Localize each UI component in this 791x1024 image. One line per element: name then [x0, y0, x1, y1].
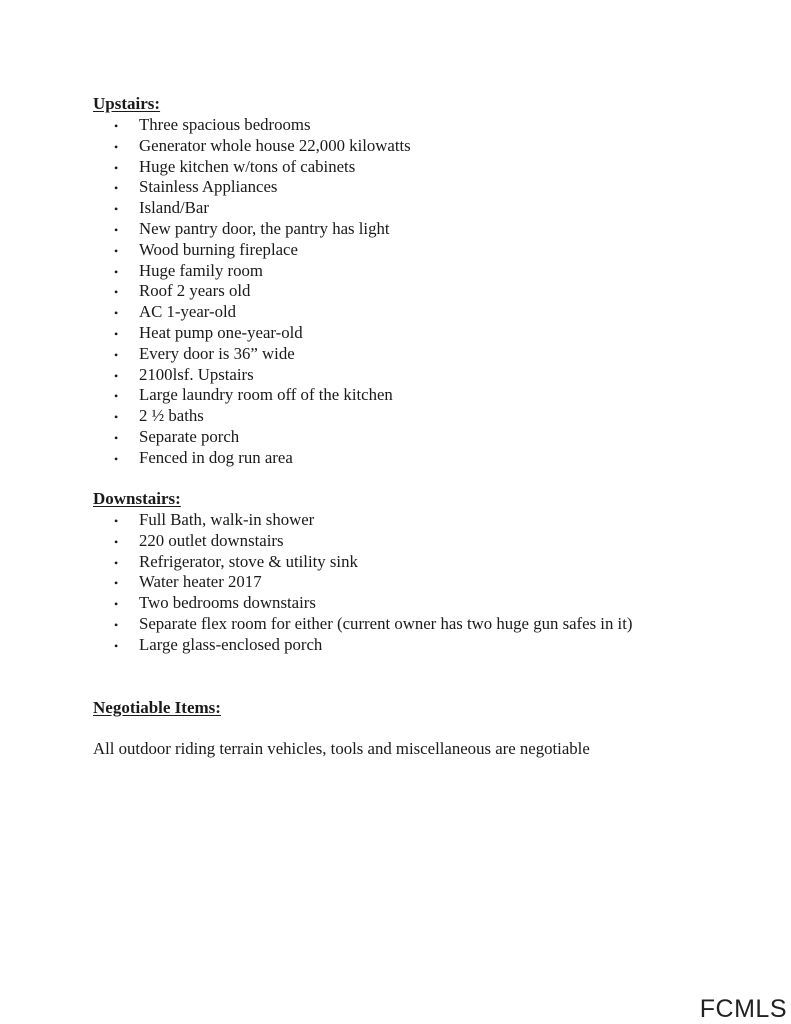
negotiable-items-heading: Negotiable Items:	[93, 698, 221, 717]
downstairs-heading: Downstairs:	[93, 489, 181, 508]
bullet-icon: •	[114, 243, 119, 258]
list-item	[0, 157, 411, 178]
list-item	[0, 136, 411, 157]
upstairs-heading: Upstairs:	[93, 94, 161, 113]
list-item-text: Full Bath, walk-in shower	[139, 510, 315, 529]
list-item	[0, 365, 411, 386]
list-item	[0, 344, 411, 365]
list-item-text: Separate flex room for either (current owner has two huge gun safes in it)	[139, 613, 633, 633]
list-item	[0, 406, 411, 427]
list-item-text: Huge family room	[139, 260, 263, 280]
list-item	[0, 593, 632, 614]
list-item	[0, 510, 632, 531]
list-item	[0, 448, 411, 469]
bullet-icon: •	[114, 514, 119, 528]
downstairs-feature-list	[0, 510, 632, 656]
bullet-icon: •	[114, 534, 119, 549]
upstairs-feature-list	[0, 115, 411, 469]
list-item	[0, 281, 411, 302]
fcmls-watermark: FCMLS	[699, 995, 787, 1023]
bullet-icon: •	[114, 264, 119, 279]
bullet-icon: •	[114, 597, 119, 612]
list-item	[0, 552, 632, 573]
list-item-text: AC 1-year-old	[139, 302, 237, 322]
list-item-text: Fenced in dog run area	[139, 447, 293, 467]
bullet-icon: •	[114, 181, 119, 196]
list-item	[0, 614, 632, 635]
list-item-text: Roof 2 years old	[139, 281, 251, 301]
bullet-icon: •	[114, 576, 119, 591]
list-item	[0, 323, 411, 344]
list-item	[0, 177, 411, 198]
list-item-text: New pantry door, the pantry has light	[139, 218, 390, 238]
list-item-text: Large glass-enclosed porch	[139, 634, 323, 654]
bullet-icon: •	[114, 555, 119, 570]
list-item	[0, 572, 632, 593]
bullet-icon: •	[114, 430, 119, 445]
list-item-text: Wood burning fireplace	[139, 239, 298, 259]
bullet-icon: •	[114, 617, 119, 632]
list-item-text: 2100lsf. Upstairs	[139, 364, 254, 384]
list-item-text: Separate porch	[139, 426, 240, 446]
bullet-icon: •	[114, 119, 119, 133]
list-item	[0, 427, 411, 448]
bullet-icon: •	[114, 285, 119, 300]
bullet-icon: •	[114, 389, 119, 404]
list-item-text: Large laundry room off of the kitchen	[139, 385, 393, 405]
list-item-text: Stainless Appliances	[139, 177, 278, 197]
list-item-text: Every door is 36” wide	[139, 343, 295, 363]
list-item	[0, 240, 411, 261]
list-item	[0, 385, 411, 406]
list-item-text: Generator whole house 22,000 kilowatts	[139, 135, 411, 155]
list-item-text: 2 ½ baths	[139, 406, 204, 426]
list-item-text: Heat pump one-year-old	[139, 322, 303, 342]
bullet-icon: •	[114, 306, 119, 321]
bullet-icon: •	[114, 222, 119, 237]
list-item	[0, 531, 632, 552]
bullet-icon: •	[114, 347, 119, 362]
list-item	[0, 302, 411, 323]
list-item-text: Refrigerator, stove & utility sink	[139, 551, 358, 571]
list-item	[0, 219, 411, 240]
negotiable-items-text: All outdoor riding terrain vehicles, tools and miscellaneous are negotiable	[93, 739, 590, 758]
list-item	[0, 115, 411, 136]
list-item	[0, 635, 632, 656]
bullet-icon: •	[114, 139, 119, 154]
list-item-text: Island/Bar	[139, 198, 209, 218]
list-item-text: Water heater 2017	[139, 572, 262, 592]
bullet-icon: •	[114, 368, 119, 383]
list-item-text: Two bedrooms downstairs	[139, 593, 316, 613]
list-item	[0, 198, 411, 219]
bullet-icon: •	[114, 160, 119, 175]
list-item	[0, 261, 411, 282]
bullet-icon: •	[114, 451, 119, 466]
bullet-icon: •	[114, 202, 119, 217]
list-item-text: 220 outlet downstairs	[139, 530, 284, 550]
list-item-text: Huge kitchen w/tons of cabinets	[139, 156, 356, 176]
list-item-text: Three spacious bedrooms	[139, 115, 311, 134]
bullet-icon: •	[114, 410, 119, 425]
bullet-icon: •	[114, 326, 119, 341]
bullet-icon: •	[114, 638, 119, 653]
